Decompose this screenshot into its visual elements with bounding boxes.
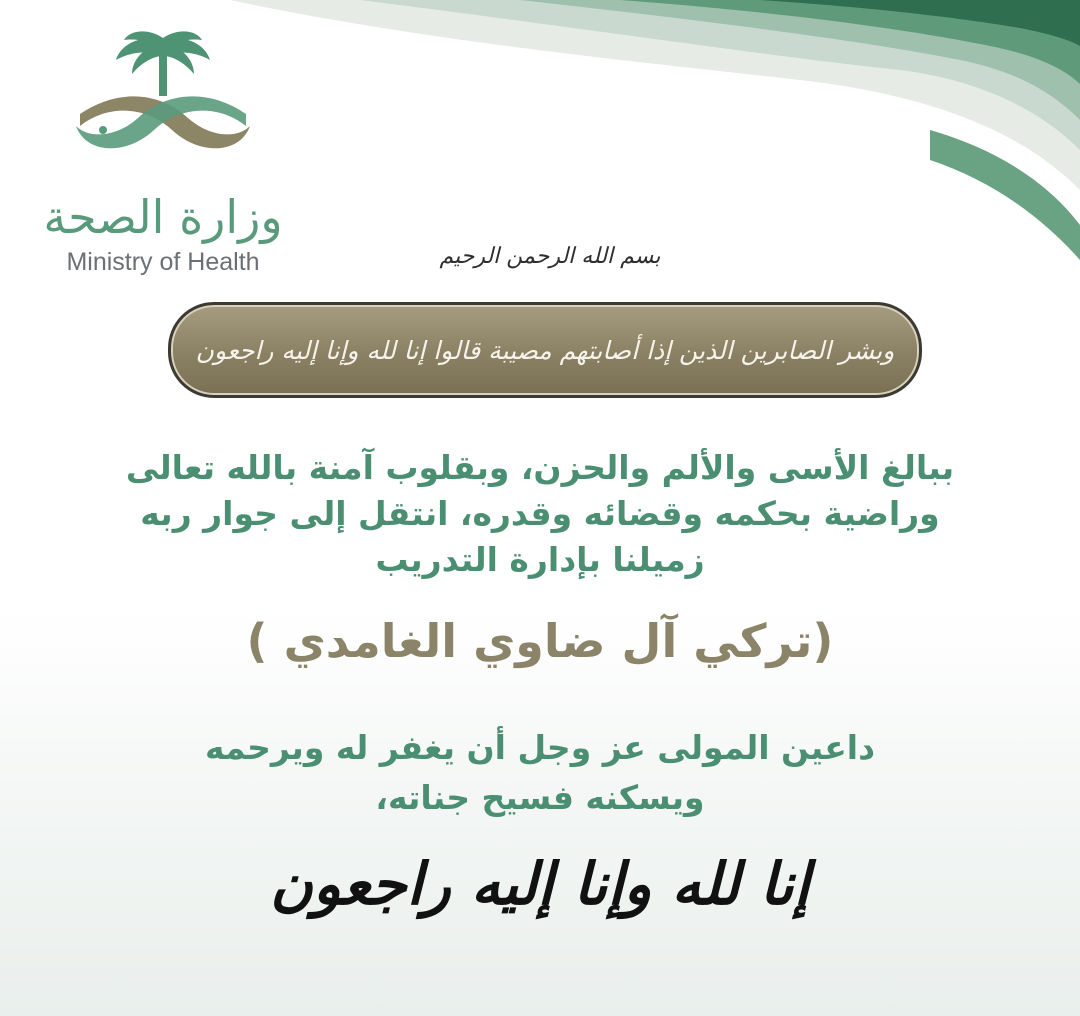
message-line-3: زميلنا بإدارة التدريب (375, 540, 705, 579)
prayer-line-1: داعين المولى عز وجل أن يغفر له ويرحمه (204, 728, 876, 767)
logo-arabic-name: وزارة الصحة (43, 190, 283, 244)
closing-calligraphy: إنا لله وإنا إليه راجعون (270, 850, 810, 918)
deceased-name: (تركي آل ضاوي الغامدي ) (246, 614, 834, 668)
verse-calligraphy: وبشر الصابرين الذين إذا أصابتهم مصيبة قالوا إنا لله وإنا إليه راجعون (195, 335, 895, 365)
basmala-calligraphy: بسم الله الرحمن الرحيم (439, 244, 661, 269)
palm-crossed-swords-emblem-icon (68, 30, 258, 180)
message-line-2: وراضية بحكمه وقضائه وقدره، انتقل إلى جوار ربه (140, 494, 940, 533)
verse-banner (168, 302, 922, 398)
message-line-1: ببالغ الأسى والألم والحزن، وبقلوب آمنة بالله تعالى (125, 448, 955, 487)
logo-english-name: Ministry of Health (66, 248, 260, 276)
ministry-logo (38, 30, 288, 276)
prayer-line-2: ويسكنه فسيح جناته، (375, 778, 705, 817)
